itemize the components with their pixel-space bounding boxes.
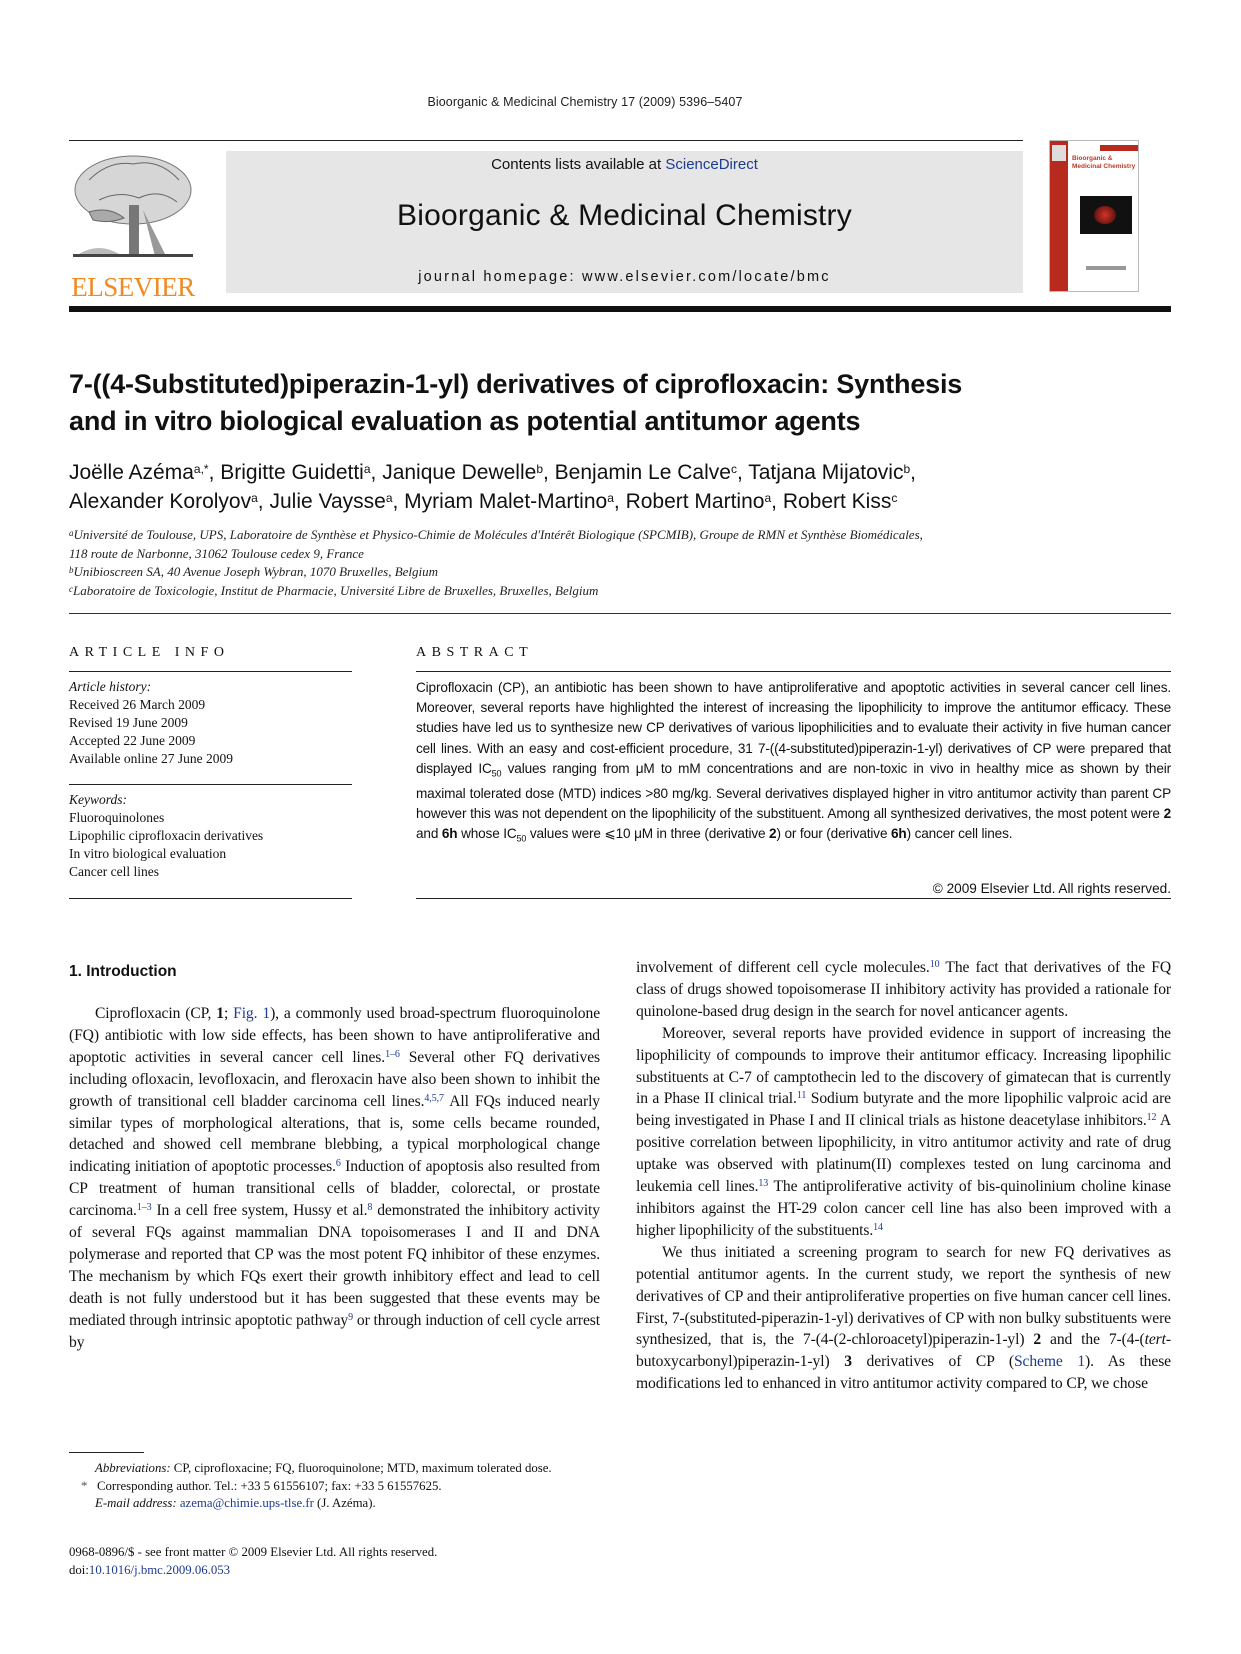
footnotes (69, 1460, 600, 1513)
cover-title: Bioorganic & Medicinal Chemistry (1072, 155, 1136, 170)
author[interactable]: Janique Dewelle$^b$ (382, 461, 543, 484)
corresponding-author-note: * Corresponding author. Tel.: +33 5 61556107; fax: +33 5 61557625. (69, 1478, 600, 1496)
article-title: 7-((4-Substituted)piperazin-1-yl) derivatives of ciprofloxacin: Synthesis and in vitro biological evaluation as potential antitumor agents (69, 369, 963, 436)
author-list: Joëlle Azéma$^{a,*}$, Brigitte Guidetti$^a$, Janique Dewelle$^b$, Benjamin Le Calve$^c$, Tatjana Mijatovic$^b$, Alexander Korolyov$^a$, Julie Vaysse$^a$, Myriam Malet-Martino$^a$, Robert Martino$^a$, Robert Kiss$^c$ (69, 461, 916, 513)
asterisk-icon: * (81, 1478, 88, 1493)
keyword: Lipophilic ciprofloxacin derivatives (69, 828, 264, 843)
reference-link[interactable]: 14 (873, 1221, 883, 1233)
cover-image-icon (1080, 196, 1132, 234)
elsevier-logo[interactable] (69, 150, 197, 302)
reference-link[interactable]: 8 (367, 1202, 373, 1214)
history-revised: Revised 19 June 2009 (69, 715, 188, 730)
doi-link[interactable]: 10.1016/j.bmc.2009.06.053 (88, 1562, 231, 1577)
reference-link[interactable]: 12 (1146, 1112, 1157, 1124)
sciencedirect-link[interactable]: ScienceDirect (665, 156, 758, 173)
keyword: In vitro biological evaluation (69, 846, 227, 861)
affiliation-c: $^c$Laboratoire de Toxicologie, Institut de Pharmacie, Université Libre de Bruxelles, Bruxelles, Belgium (69, 582, 599, 598)
author[interactable]: Benjamin Le Calve$^c$ (554, 461, 737, 484)
contents-line: Contents lists available at ScienceDirect (491, 156, 758, 173)
cover-elsevier-icon (1052, 145, 1066, 161)
issn-line: 0968-0896/$ - see front matter © 2009 Elsevier Ltd. All rights reserved. (69, 1545, 438, 1559)
body-column-right (636, 957, 1171, 1395)
journal-homepage-link[interactable]: journal homepage: www.elsevier.com/locate/bmc (418, 269, 831, 285)
email-link[interactable]: azema@chimie.ups-tlse.fr (179, 1496, 314, 1510)
journal-cover-thumbnail[interactable] (1049, 140, 1139, 292)
keyword: Cancer cell lines (69, 864, 159, 879)
journal-name: Bioorganic & Medicinal Chemistry (397, 199, 852, 232)
section-divider (69, 613, 1171, 614)
history-received: Received 26 March 2009 (69, 697, 206, 712)
abbreviations-note: Abbreviations: CP, ciprofloxacine; FQ, fluoroquinolone; MTD, maximum tolerated dose. (95, 1461, 552, 1475)
article-history: Article history: Received 26 March 2009 Revised 19 June 2009 Accepted 22 June 2009 Available online 27 June 2009 (69, 678, 352, 768)
author[interactable]: Robert Kiss$^c$ (782, 490, 898, 513)
author[interactable]: Alexander Korolyov$^a$ (69, 490, 258, 513)
reference-link[interactable]: 10 (929, 959, 940, 970)
reference-link[interactable]: 6 (335, 1158, 341, 1170)
reference-link[interactable]: 13 (758, 1178, 769, 1190)
abstract-heading: ABSTRACT (416, 645, 534, 660)
section-heading-introduction: 1. Introduction (69, 963, 177, 980)
history-online: Available online 27 June 2009 (69, 751, 233, 766)
author[interactable]: Robert Martino$^a$ (625, 490, 772, 513)
author[interactable]: Julie Vaysse$^a$ (269, 490, 393, 513)
elsevier-wordmark: ELSEVIER (71, 272, 195, 302)
footnote-rule (69, 1452, 144, 1453)
journal-banner (226, 151, 1023, 293)
author[interactable]: Brigitte Guidetti$^a$ (220, 461, 371, 484)
reference-link[interactable]: 4,5,7 (424, 1092, 444, 1104)
scheme-link[interactable]: Scheme 1 (1013, 1353, 1086, 1371)
email-note: E-mail address: azema@chimie.ups-tlse.fr (J. Azéma). (95, 1496, 376, 1510)
keyword: Fluoroquinolones (69, 810, 165, 825)
figure-link[interactable]: Fig. 1 (233, 1005, 271, 1022)
body-column-left (69, 1003, 600, 1354)
reference-link[interactable]: 1–6 (385, 1048, 400, 1060)
journal-citation: Bioorganic & Medicinal Chemistry 17 (2009) 5396–5407 (427, 95, 743, 109)
abstract-text: Ciprofloxacin (CP), an antibiotic has been shown to have antiproliferative and apoptotic activities in several cancer cell lines. Moreover, several reports have highlighted the interest of increasing the lipophilicity to improve the antitumor efficacy. These studies have led us to synthesize new CP derivatives of various lipophilicities and to evaluate their activity in five human cancer cell lines. With an easy and cost-efficient procedure, 31 7-((4-substituted)piperazin-1-yl) derivatives of CP were prepared that displayed $IC_{50}$ values ranging from μM to mM concentrations and are non-toxic in vivo in healthy mice as shown by their maximal tolerated dose (MTD) indices >80 mg/kg. Several derivatives displayed higher in vitro antitumor activity than parent CP however this was not dependent on the lipophilicity of the substituent. Among all synthesized derivatives, the most potent were 2 and 6h whose $IC_{50}$ values were ⩽10 μM in three (derivative 2) or four (derivative 6h) cancer cell lines. (416, 680, 1171, 844)
keywords: Keywords: Fluoroquinolones Lipophilic ciprofloxacin derivatives In vitro biological evaluation Cancer cell lines (69, 791, 352, 881)
paragraph: Moreover, several reports have provided evidence in support of increasing the lipophilicity of compounds to improve their antitumor efficacy. Increasing lipophilic substituents at C-7 of camptothecin led to the discovery of gimatecan that is currently in a Phase II clinical trial.$^{11}$ Sodium butyrate and the more lipophilic valproic acid are being investigated in Phase I and II clinical trials as histone deacetylase inhibitors.$^{12}$ A positive correlation between lipophilicity, in vitro antitumor activity and rate of drug uptake was observed with platinum(II) complexes tested on lung carcinoma and leukemia cell lines.$^{13}$ The antiproliferative activity of bis-quinolinium choline kinase inhibitors against the HT-29 colon cancer cell line has also been improved with a higher lipophilicity of the substituents.$^{14}$ (636, 1024, 1171, 1239)
reference-link[interactable]: 11 (796, 1090, 807, 1102)
doi-line: doi:10.1016/j.bmc.2009.06.053 (69, 1562, 231, 1577)
author[interactable]: Tatjana Mijatovic$^b$ (748, 461, 911, 484)
author[interactable]: Joëlle Azéma$^{a,*}$ (69, 461, 209, 484)
paragraph: involvement of different cell cycle molecules.$^{10}$ The fact that derivatives of the FQ class of drugs showed topoisomerase II inhibitory activity has provided a rationale for quinolone-based drug design in the search for novel anticancer agents. (636, 959, 1171, 1020)
author[interactable]: Myriam Malet-Martino$^a$ (404, 490, 614, 513)
affiliation-a: $^a$Université de Toulouse, UPS, Laboratoire de Synthèse et Physico-Chimie de Molécules d'Intérêt Biologique (SPCMIB), Groupe de RMN et Synthèse Biomédicales, (69, 527, 923, 542)
affiliations: $^a$Université de Toulouse, UPS, Laboratoire de Synthèse et Physico-Chimie de Molécules d'Intérêt Biologique (SPCMIB), Groupe de RMN et Synthèse Biomédicales, 118 route de Narbonne, 31062 Toulouse cedex 9, France $^b$Unibioscreen SA, 40 Avenue Joseph Wybran, 1070 Bruxelles, Belgium $^c$Laboratoire de Toxicologie, Institut de Pharmacie, Université Libre de Bruxelles, Bruxelles, Belgium (69, 526, 1169, 600)
history-accepted: Accepted 22 June 2009 (69, 733, 196, 748)
reference-link[interactable]: 9 (348, 1311, 353, 1323)
front-matter (69, 1544, 600, 1579)
elsevier-tree-icon (69, 150, 197, 268)
article-info-heading: ARTICLE INFO (69, 645, 230, 660)
header-rule (69, 140, 1023, 141)
paragraph: Ciprofloxacin (CP, 1; Fig. 1), a commonly used broad-spectrum fluoroquinolone (FQ) antibiotic with low side effects, has been shown to have antiproliferative and apoptotic activities in several cancer cell lines.$^{1-6}$ Several other FQ derivatives including ofloxacin, levofloxacin, and fleroxacin have also been shown to inhibit the growth of transitional cell bladder carcinoma cell lines.$^{4,5,7}$ All FQs induced nearly similar types of morphological alterations, that is, some cells became rounded, detached and showed cell membrane blebbing, a typical morphological change indicating initiation of apoptotic processes.$^6$ Induction of apoptosis also resulted from CP treatment of human transitional cells of bladder, colorectal, or prostate carcinoma.$^{1-3}$ In a cell free system, Hussy et al.$^8$ demonstrated the inhibitory activity of several FQs against mammalian DNA topoisomerases I and II and DNA polymerase and reported that CP was the most potent FQ inhibitor of these enzymes. The mechanism by which FQs exert their growth inhibitory effect and lead to cell death is not fully understood but it has been suggested that these events may be mediated through intrinsic apoptotic pathway$^9$ or through induction of cell cycle arrest by (69, 1005, 601, 1351)
abstract-copyright: © 2009 Elsevier Ltd. All rights reserved. (932, 881, 1171, 896)
paragraph: We thus initiated a screening program to search for new FQ derivatives as potential antitumor agents. In the current study, we report the synthesis of new derivatives of CP and their antiproliferative properties on five human cancer cell lines. First, 7-(substituted-piperazin-1-yl) derivatives of CP with non bulky substituents were synthesized, that is, the 7-(4-(2-chloroacetyl)piperazin-1-yl) 2 and the 7-(4-(tert-butoxycarbonyl)piperazin-1-yl) 3 derivatives of CP (Scheme 1). As these modifications led to enhanced in vitro antitumor activity compared to CP, we chose (636, 1243, 1171, 1393)
affiliation-b: $^b$Unibioscreen SA, 40 Avenue Joseph Wybran, 1070 Bruxelles, Belgium (69, 564, 439, 579)
reference-link[interactable]: 1–3 (136, 1202, 152, 1214)
header-thick-rule (69, 306, 1171, 312)
